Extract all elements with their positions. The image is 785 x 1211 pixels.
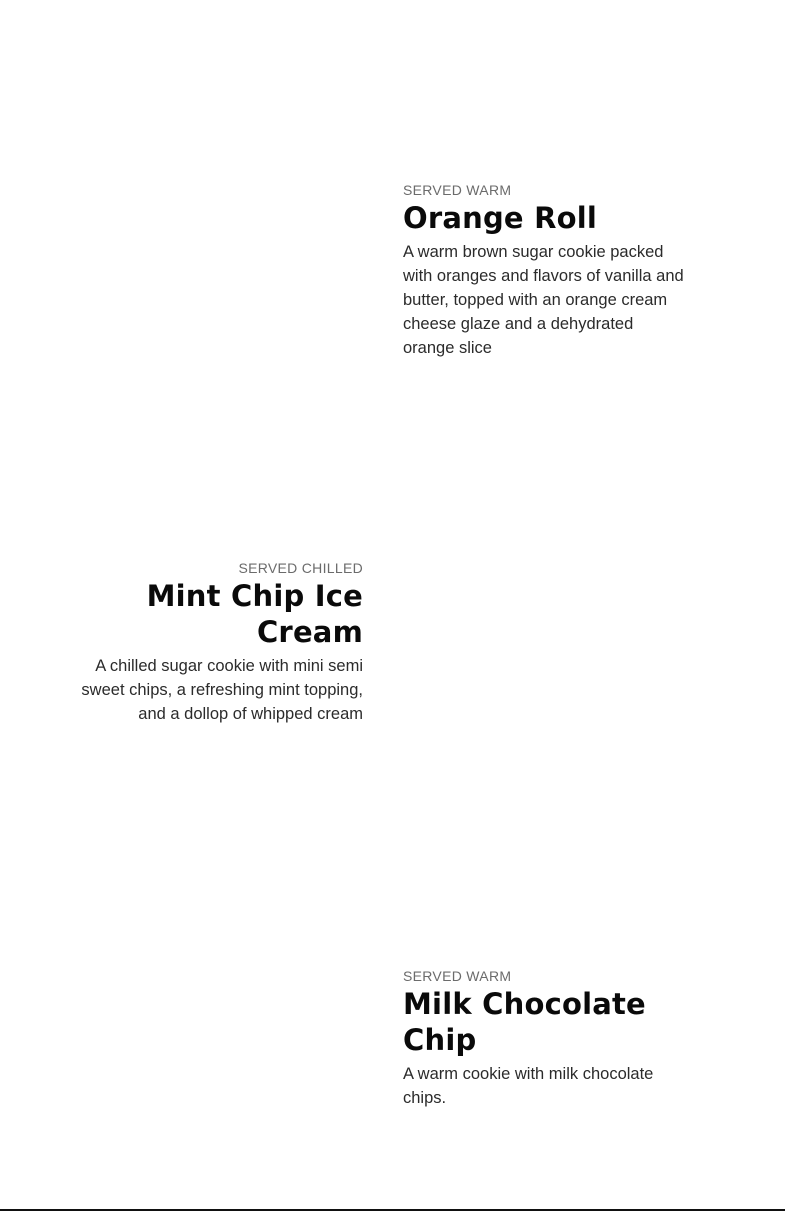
serving-temperature-label: SERVED CHILLED (238, 560, 363, 576)
menu-item-description: A warm brown sugar cookie packed with oranges and flavors of vanilla and butter, topped with an orange cream cheese glaze and a dehydrated orange slice (403, 243, 684, 357)
menu-item-orange-roll (403, 182, 685, 360)
menu-item-description: A warm cookie with milk chocolate chips. (403, 1065, 654, 1107)
menu-item-title: Milk Chocolate Chip (403, 987, 646, 1057)
menu-item-title: Orange Roll (403, 201, 598, 235)
menu-item-title: Mint Chip Ice Cream (146, 579, 363, 649)
serving-temperature-label: SERVED WARM (403, 968, 512, 984)
menu-item-milk-chocolate-chip (403, 968, 685, 1110)
menu-item-description: A chilled sugar cookie with mini semi sweet chips, a refreshing mint topping, and a dollop of whipped cream (81, 657, 363, 723)
serving-temperature-label: SERVED WARM (403, 182, 512, 198)
menu-item-mint-chip-ice-cream (81, 560, 363, 726)
